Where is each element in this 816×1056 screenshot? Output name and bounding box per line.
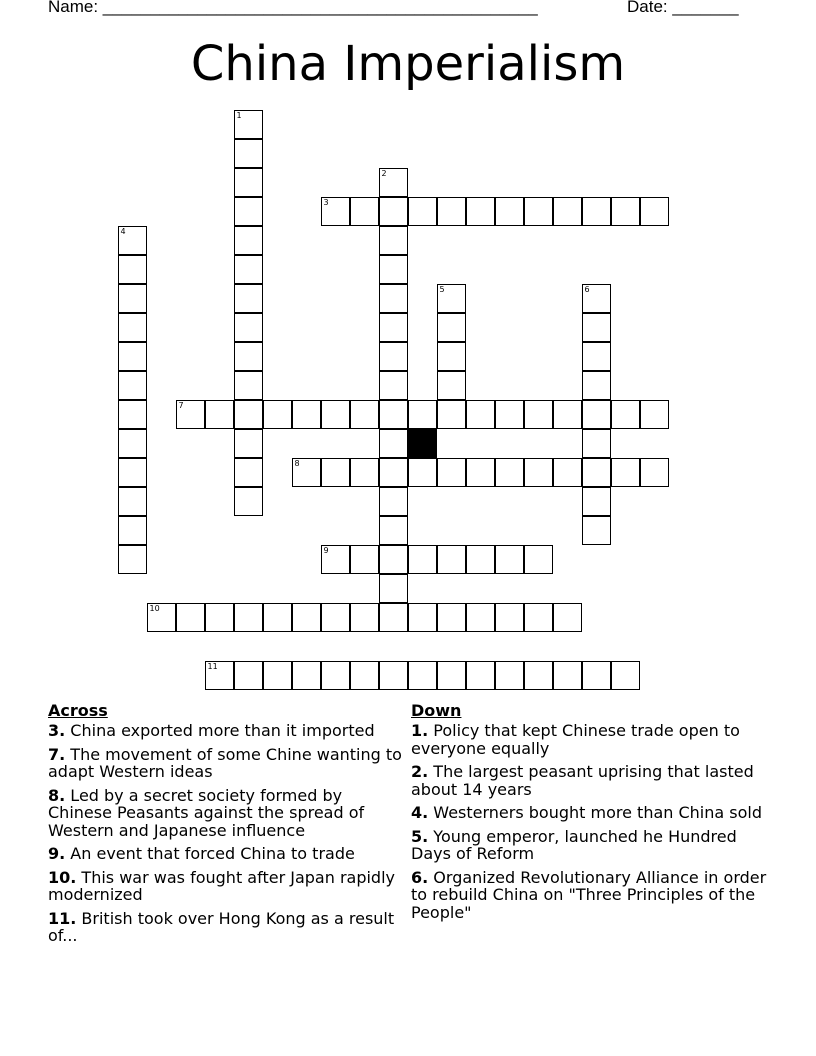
clue-number: 6. — [411, 867, 429, 887]
grid-cell[interactable] — [437, 603, 466, 632]
across-clue — [48, 869, 408, 904]
grid-cell[interactable] — [408, 458, 437, 487]
grid-cell[interactable] — [553, 458, 582, 487]
grid-cell[interactable] — [379, 458, 408, 487]
grid-cell[interactable] — [350, 197, 379, 226]
grid-cell[interactable] — [437, 400, 466, 429]
clue-number: 7 — [178, 401, 184, 410]
grid-cell[interactable] — [553, 400, 582, 429]
grid-cell[interactable] — [118, 255, 147, 284]
clue-text: This war was fought after Japan rapidly modernized — [48, 867, 395, 904]
grid-cell[interactable] — [118, 429, 147, 458]
grid-cell[interactable] — [234, 168, 263, 197]
clue-number: 6 — [584, 285, 590, 294]
grid-cell[interactable] — [466, 400, 495, 429]
grid-cell[interactable] — [582, 516, 611, 545]
clue-number: 11 — [207, 662, 218, 671]
grid-cell[interactable] — [495, 661, 524, 690]
grid-cell[interactable] — [234, 313, 263, 342]
clue-text: Westerners bought more than China sold — [428, 803, 762, 822]
grid-cell[interactable] — [205, 661, 234, 690]
across-clue — [48, 746, 408, 781]
grid-cell[interactable] — [553, 603, 582, 632]
clue-number: 4 — [120, 227, 126, 236]
clue-text: Led by a secret society formed by Chinese Peasants against the spread of Western and Japanese influence — [48, 785, 365, 840]
across-clue-list — [48, 722, 408, 945]
grid-cell[interactable] — [234, 139, 263, 168]
grid-cell[interactable] — [379, 371, 408, 400]
clue-number: 4. — [411, 803, 429, 822]
grid-cell[interactable] — [582, 342, 611, 371]
clue-number: 8 — [294, 459, 300, 468]
clue-number: 9 — [323, 546, 329, 555]
grid-cell[interactable] — [408, 545, 437, 574]
grid-cell[interactable] — [118, 226, 147, 255]
across-clue — [48, 722, 408, 740]
grid-cell[interactable] — [234, 342, 263, 371]
grid-cell[interactable] — [176, 603, 205, 632]
grid-cell[interactable] — [437, 197, 466, 226]
clue-text: China exported more than it imported — [65, 721, 375, 740]
clue-text: Organized Revolutionary Alliance in order to rebuild China on "Three Principles of the People" — [411, 867, 767, 922]
across-clue — [48, 787, 408, 840]
grid-cell[interactable] — [582, 429, 611, 458]
grid-cell[interactable] — [582, 284, 611, 313]
grid-cell[interactable] — [524, 458, 553, 487]
grid-cell[interactable] — [524, 400, 553, 429]
grid-cell[interactable] — [437, 458, 466, 487]
grid-cell[interactable] — [582, 458, 611, 487]
clue-number: 1 — [236, 111, 242, 120]
grid-cell[interactable] — [118, 516, 147, 545]
grid-cell[interactable] — [379, 487, 408, 516]
across-clue — [48, 910, 408, 945]
grid-cell[interactable] — [437, 284, 466, 313]
down-clues — [411, 700, 771, 927]
grid-cell[interactable] — [437, 545, 466, 574]
grid-cell[interactable] — [640, 197, 669, 226]
grid-cell[interactable] — [147, 603, 176, 632]
grid-cell[interactable] — [582, 487, 611, 516]
down-clue — [411, 869, 771, 922]
grid-cell[interactable] — [524, 197, 553, 226]
grid-cell[interactable] — [379, 603, 408, 632]
grid-cell[interactable] — [234, 197, 263, 226]
grid-cell[interactable] — [118, 545, 147, 574]
clue-text: The largest peasant uprising that lasted about 14 years — [411, 762, 754, 799]
grid-cell[interactable] — [321, 458, 350, 487]
grid-cell[interactable] — [379, 516, 408, 545]
grid-cell[interactable] — [640, 400, 669, 429]
grid-cell[interactable] — [437, 371, 466, 400]
grid-cell[interactable] — [495, 197, 524, 226]
grid-cell[interactable] — [379, 313, 408, 342]
grid-cell[interactable] — [553, 197, 582, 226]
grid-cell[interactable] — [234, 400, 263, 429]
grid-cell[interactable] — [118, 487, 147, 516]
grid-cell[interactable] — [379, 574, 408, 603]
grid-cell[interactable] — [495, 400, 524, 429]
grid-cell[interactable] — [350, 603, 379, 632]
grid-cell[interactable] — [379, 168, 408, 197]
grid-cell[interactable] — [582, 400, 611, 429]
grid-cell[interactable] — [553, 661, 582, 690]
down-clue-list — [411, 722, 771, 921]
grid-cell[interactable] — [350, 400, 379, 429]
grid-cell[interactable] — [379, 284, 408, 313]
clue-number: 10. — [48, 867, 77, 887]
grid-cell[interactable] — [640, 458, 669, 487]
clue-number: 11. — [48, 908, 77, 928]
grid-cell[interactable] — [118, 313, 147, 342]
grid-cell[interactable] — [379, 226, 408, 255]
grid-cell[interactable] — [205, 400, 234, 429]
grid-cell[interactable] — [350, 545, 379, 574]
grid-cell[interactable] — [437, 313, 466, 342]
grid-cell[interactable] — [379, 661, 408, 690]
grid-cell[interactable] — [466, 197, 495, 226]
grid-cell[interactable] — [234, 487, 263, 516]
clue-number: 3 — [323, 198, 329, 207]
down-clue — [411, 763, 771, 798]
grid-block — [408, 429, 437, 458]
grid-cell[interactable] — [118, 400, 147, 429]
grid-cell[interactable] — [234, 603, 263, 632]
grid-cell[interactable] — [321, 603, 350, 632]
grid-cell[interactable] — [321, 661, 350, 690]
down-heading: Down — [411, 701, 462, 720]
grid-cell[interactable] — [524, 545, 553, 574]
down-clue — [411, 722, 771, 757]
puzzle-title: China Imperialism — [190, 36, 626, 92]
grid-cell[interactable] — [292, 661, 321, 690]
clue-number: 5 — [439, 285, 445, 294]
grid-cell[interactable] — [263, 661, 292, 690]
grid-cell[interactable] — [292, 458, 321, 487]
grid-cell[interactable] — [524, 661, 553, 690]
grid-cell[interactable] — [408, 661, 437, 690]
grid-cell[interactable] — [379, 429, 408, 458]
grid-cell[interactable] — [379, 342, 408, 371]
grid-cell[interactable] — [466, 603, 495, 632]
grid-cell[interactable] — [437, 661, 466, 690]
grid-cell[interactable] — [582, 313, 611, 342]
clue-number: 7. — [48, 744, 66, 764]
grid-cell[interactable] — [234, 226, 263, 255]
grid-cell[interactable] — [350, 661, 379, 690]
clue-number: 3. — [48, 721, 66, 740]
grid-cell[interactable] — [118, 458, 147, 487]
clue-number: 8. — [48, 785, 66, 805]
name-field-label: Name: ______________________________________________ — [48, 0, 538, 16]
across-heading: Across — [48, 701, 108, 720]
clue-number: 5. — [411, 826, 429, 846]
grid-cell[interactable] — [466, 545, 495, 574]
clue-number: 2 — [381, 169, 387, 178]
grid-cell[interactable] — [379, 255, 408, 284]
grid-cell[interactable] — [263, 603, 292, 632]
grid-cell[interactable] — [205, 603, 234, 632]
grid-cell[interactable] — [379, 545, 408, 574]
grid-cell[interactable] — [408, 400, 437, 429]
grid-cell[interactable] — [118, 284, 147, 313]
down-clue — [411, 828, 771, 863]
grid-cell[interactable] — [379, 400, 408, 429]
grid-cell[interactable] — [524, 603, 553, 632]
grid-cell[interactable] — [234, 429, 263, 458]
grid-cell[interactable] — [321, 197, 350, 226]
clue-number: 9. — [48, 844, 66, 863]
grid-cell[interactable] — [582, 371, 611, 400]
clue-text: The movement of some Chine wanting to adapt Western ideas — [48, 744, 402, 781]
grid-cell[interactable] — [234, 110, 263, 139]
clue-text: British took over Hong Kong as a result of... — [48, 908, 395, 945]
clue-text: Policy that kept Chinese trade open to everyone equally — [411, 721, 740, 758]
clue-text: Young emperor, launched he Hundred Days of Reform — [411, 826, 737, 863]
grid-cell[interactable] — [118, 371, 147, 400]
grid-cell[interactable] — [234, 284, 263, 313]
down-clue — [411, 804, 771, 822]
grid-cell[interactable] — [466, 458, 495, 487]
grid-cell[interactable] — [321, 400, 350, 429]
grid-cell[interactable] — [118, 342, 147, 371]
grid-cell[interactable] — [234, 255, 263, 284]
grid-cell[interactable] — [495, 603, 524, 632]
grid-cell[interactable] — [292, 400, 321, 429]
grid-cell[interactable] — [321, 545, 350, 574]
date-field-label: Date: _______ — [627, 0, 739, 16]
grid-cell[interactable] — [611, 458, 640, 487]
grid-cell[interactable] — [611, 197, 640, 226]
clue-number: 10 — [149, 604, 160, 613]
grid-cell[interactable] — [176, 400, 205, 429]
grid-cell[interactable] — [611, 400, 640, 429]
clue-number: 2. — [411, 762, 429, 781]
grid-cell[interactable] — [408, 603, 437, 632]
grid-cell[interactable] — [234, 661, 263, 690]
grid-cell[interactable] — [234, 458, 263, 487]
clue-text: An event that forced China to trade — [65, 844, 355, 863]
grid-cell[interactable] — [495, 545, 524, 574]
grid-cell[interactable] — [582, 197, 611, 226]
across-clues — [48, 700, 408, 951]
grid-cell[interactable] — [437, 342, 466, 371]
grid-cell[interactable] — [466, 661, 495, 690]
grid-cell[interactable] — [234, 371, 263, 400]
grid-cell[interactable] — [582, 661, 611, 690]
grid-cell[interactable] — [495, 458, 524, 487]
grid-cell[interactable] — [350, 458, 379, 487]
grid-cell[interactable] — [408, 197, 437, 226]
clue-number: 1. — [411, 721, 429, 740]
grid-cell[interactable] — [292, 603, 321, 632]
across-clue — [48, 845, 408, 863]
grid-cell[interactable] — [263, 400, 292, 429]
grid-cell[interactable] — [379, 197, 408, 226]
grid-cell[interactable] — [611, 661, 640, 690]
